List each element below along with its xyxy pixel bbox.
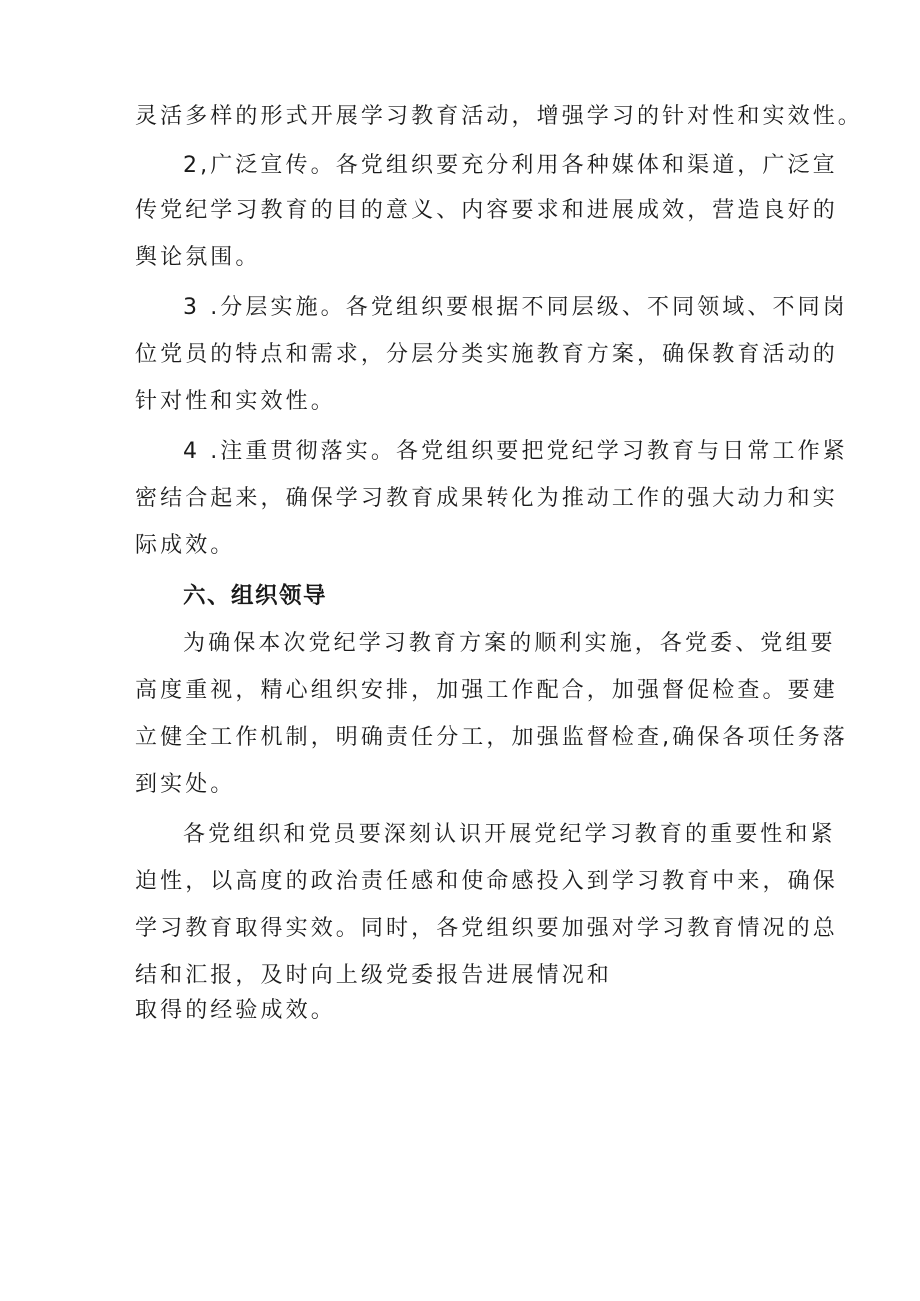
text-line: 立健全工作机制，明确责任分工，加强监督检查,确保各项任务落	[135, 725, 848, 750]
text-line: 4 .注重贯彻落实。各党组织要把党纪学习教育与日常工作紧	[183, 439, 848, 464]
text-line: 为确保本次党纪学习教育方案的顺利实施，各党委、党组要	[183, 631, 836, 656]
text-line: 学习教育取得实效。同时，各党组织要加强对学习教育情况的总	[135, 916, 838, 941]
text-line: 各党组织和党员要深刻认识开展党纪学习教育的重要性和紧	[183, 822, 836, 847]
section-heading: 六、组织领导	[183, 583, 328, 609]
text-line: 迫性，以高度的政治责任感和使命感投入到学习教育中来，确保	[135, 869, 838, 894]
text-line: 到实处。	[135, 772, 236, 797]
text-line: 际成效。	[135, 533, 236, 558]
text-line: 3 .分层实施。各党组织要根据不同层级、不同领域、不同岗	[183, 295, 848, 320]
text-line: 密结合起来，确保学习教育成果转化为推动工作的强大动力和实	[135, 486, 838, 511]
text-line: 2,广泛宣传。各党组织要充分利用各种媒体和渠道，广泛宣	[183, 153, 838, 178]
text-line: 高度重视，精心组织安排，加强工作配合，加强督促检查。要建	[135, 678, 838, 703]
text-line: 位党员的特点和需求，分层分类实施教育方案，确保教育活动的	[135, 342, 838, 367]
text-line: 针对性和实效性。	[135, 389, 336, 414]
text-line: 舆论氛围。	[135, 245, 261, 270]
text-line: 取得的经验成效。	[135, 998, 336, 1023]
text-line: 传党纪学习教育的目的意义、内容要求和进展成效，营造良好的	[135, 198, 838, 223]
text-line: 结和汇报，及时向上级党委报告进展情况和	[135, 963, 612, 988]
text-line: 灵活多样的形式开展学习教育活动，增强学习的针对性和实效性。	[135, 104, 863, 129]
